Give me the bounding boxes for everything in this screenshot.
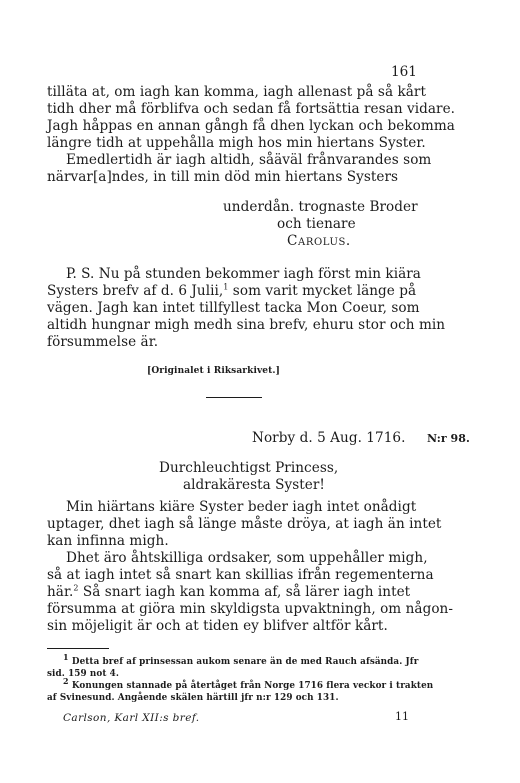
archive-note: [Originalet i Riksarkivet.] [147,366,280,376]
footnote-mark: 1 [223,282,229,292]
text-line: närvar[a]ndes, in till min död min hiertans Systers [47,169,399,185]
section-divider [206,397,262,398]
closing-line: och tienare [277,216,356,232]
text-line: Emedlertidh är iagh altidh, såäväl frånvarandes som [66,152,432,168]
ps-line: P. S. Nu på stunden bekommer iagh först min kiära [66,266,421,282]
ps-line: Systers brefv af d. 6 Julii,$^1$ som varit mycket länge på [47,282,417,299]
letter-line: Min hiärtans kiäre Syster beder iagh intet onådigt [66,499,417,515]
footer-sheet-number: 11 [395,710,409,723]
place-date: Norby d. 5 Aug. 1716. [252,430,406,446]
salutation: Durchleuchtigst Princess, [159,460,339,476]
footer-source: Carlson, Karl XII:s bref. [63,712,200,724]
letter-line: Dhet äro åhtskilliga ordsaker, som uppehåller migh, [66,550,428,566]
footnote: $^2$ Konungen stannade på återtåget från Norge 1716 flera veckor i trakten [63,676,434,691]
page-number: 161 [391,64,417,80]
letter-line: kan infinna migh. [47,533,169,549]
footnote: $^1$ Detta bref af prinsessan aukom senare än de med Rauch afsända. Jfr [63,652,419,667]
text-line: längre tidh at uppehålla migh hos min hiertans Syster. [47,135,426,151]
footnote-line: af Svinesund. Angående skälen härtill jfr n:r 129 och 131. [47,693,339,703]
ps-line: försummelse är. [47,334,159,350]
footnote-mark: 2 [73,583,79,593]
salutation: aldrakäresta Syster! [183,477,325,493]
letter-number: N:r 98. [427,432,470,445]
letter-line: sin möjeligit är och at tiden ey blifver altför kårt. [47,618,388,634]
letter-line: försumma at giöra min skyldigsta upvaktningh, om någon- [47,601,454,617]
ps-line: vägen. Jagh kan intet tillfyllest tacka Mon Coeur, som [47,300,420,316]
closing-line: underdån. trognaste Broder [223,199,418,215]
signature: Carolus. [287,233,351,249]
letter-line: uptager, dhet iagh så länge måste dröya, at iagh än intet [47,516,442,532]
footnote-divider [47,648,109,649]
ps-line: altidh hungnar migh medh sina brefv, ehuru stor och min [47,317,446,333]
text-line: tidh dher må förblifva och sedan få fortsättia resan vidare. [47,101,456,117]
letter-line: så at iagh intet så snart kan skillias ifrån regementerna [47,567,434,583]
text-line: tilläta at, om iagh kan komma, iagh allenast på så kårt [47,84,426,100]
letter-line: här.$^2$ Så snart iagh kan komma af, så lärer iagh intet [47,583,411,600]
footnote-line: sid. 159 not 4. [47,669,120,679]
text-line: Jagh håppas en annan gångh få dhen lyckan och bekomma [47,118,455,134]
